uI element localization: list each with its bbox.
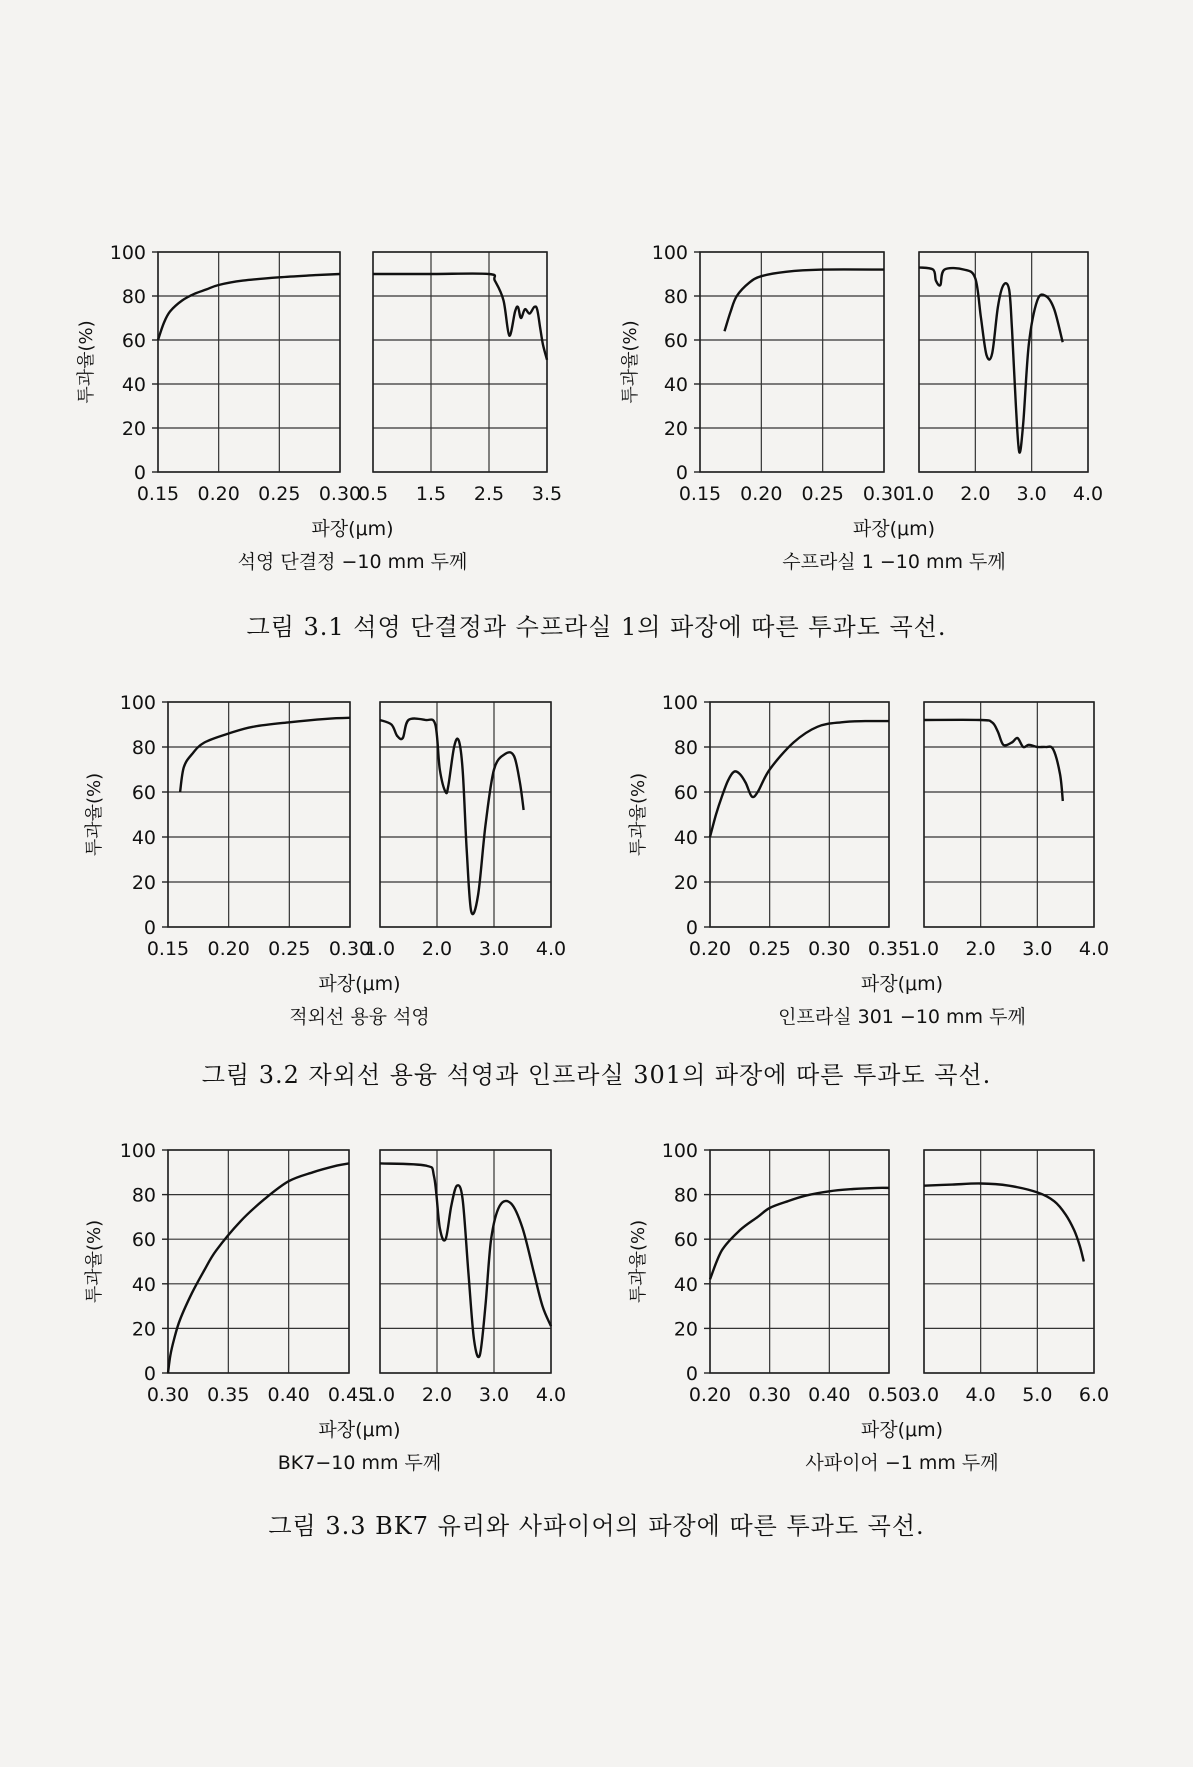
panel-frame xyxy=(158,252,340,472)
panel-frame xyxy=(168,702,350,927)
x-axis-label: 파장(μm) xyxy=(318,973,401,995)
x-tick-label: 0.30 xyxy=(862,483,906,505)
x-tick-label: 0.20 xyxy=(688,1384,732,1406)
x-tick-label: 0.25 xyxy=(258,483,301,505)
y-tick-label: 40 xyxy=(663,374,688,396)
panel-1 xyxy=(147,1150,370,1406)
x-tick-label: 0.20 xyxy=(197,483,240,505)
x-tick-label: 0.25 xyxy=(748,938,791,960)
x-tick-label: 2.0 xyxy=(965,938,996,960)
x-tick-label: 0.50 xyxy=(867,1384,911,1406)
y-tick-label: 20 xyxy=(131,872,156,894)
y-tick-label: 80 xyxy=(131,1184,156,1207)
x-tick-label: 0.5 xyxy=(357,483,389,505)
x-tick-label: 0.40 xyxy=(808,1384,851,1406)
y-tick-label: 40 xyxy=(673,1273,698,1296)
x-tick-label: 0.35 xyxy=(867,938,911,960)
panel-frame xyxy=(700,252,884,472)
x-tick-label: 0.25 xyxy=(801,483,844,505)
y-tick-label: 0 xyxy=(133,462,146,484)
y-tick-label: 40 xyxy=(131,1273,156,1296)
x-tick-label: 1.0 xyxy=(908,938,940,960)
x-tick-label: 3.0 xyxy=(478,1384,510,1406)
y-tick-label: 100 xyxy=(119,1140,156,1162)
x-tick-label: 4.0 xyxy=(535,938,567,960)
y-tick-label: 0 xyxy=(685,1363,698,1385)
y-axis-label: 투과율(%) xyxy=(84,772,105,857)
y-tick-label: 20 xyxy=(131,1318,156,1341)
panel-2 xyxy=(909,1150,1109,1406)
chart-6 xyxy=(628,1140,1109,1474)
y-tick-label: 80 xyxy=(131,737,156,759)
x-axis-label: 파장(μm) xyxy=(860,973,944,995)
y-tick-label: 40 xyxy=(673,827,698,849)
x-tick-label: 3.0 xyxy=(1016,483,1047,505)
x-tick-label: 0.40 xyxy=(267,1384,310,1406)
y-tick-label: 80 xyxy=(673,737,698,759)
y-tick-label: 100 xyxy=(661,692,698,714)
transmittance-curve xyxy=(373,274,547,360)
panel-2 xyxy=(909,702,1109,960)
chart-3 xyxy=(84,692,566,1028)
y-axis-label: 투과율(%) xyxy=(628,1219,649,1304)
x-axis-label: 파장(μm) xyxy=(318,1419,401,1441)
y-tick-label: 40 xyxy=(121,374,146,396)
panel-1 xyxy=(689,702,910,960)
caption-figure-3-3: 그림 3.3 BK7 유리와 사파이어의 파장에 따른 투과도 곡선. xyxy=(268,1512,925,1540)
x-axis-label: 파장(μm) xyxy=(852,518,936,540)
y-tick-label: 60 xyxy=(673,1229,698,1252)
panel-1 xyxy=(147,702,371,960)
y-tick-label: 60 xyxy=(121,330,146,352)
x-tick-label: 1.0 xyxy=(364,1384,396,1406)
x-tick-label: 4.0 xyxy=(535,1384,567,1406)
x-tick-label: 3.0 xyxy=(908,1384,940,1406)
chart-title: 수프라실 1 −10 mm 두께 xyxy=(782,551,1006,573)
y-tick-label: 60 xyxy=(673,782,698,804)
panel-frame xyxy=(168,1150,349,1373)
transmittance-curve xyxy=(180,718,350,792)
x-tick-label: 3.0 xyxy=(478,938,510,960)
transmittance-curve xyxy=(158,274,340,340)
x-tick-label: 0.20 xyxy=(688,938,732,960)
panel-frame xyxy=(924,702,1094,927)
caption-figure-3-1: 그림 3.1 석영 단결정과 수프라실 1의 파장에 따른 투과도 곡선. xyxy=(246,613,947,641)
x-axis-label: 파장(μm) xyxy=(860,1419,944,1441)
x-tick-label: 0.30 xyxy=(318,483,362,505)
y-tick-label: 60 xyxy=(131,1229,156,1252)
x-tick-label: 0.45 xyxy=(327,1384,371,1406)
panel-frame xyxy=(710,1150,889,1373)
y-tick-label: 80 xyxy=(673,1184,698,1207)
x-tick-label: 6.0 xyxy=(1078,1384,1110,1406)
y-tick-label: 20 xyxy=(663,418,688,440)
panel-1 xyxy=(689,1150,910,1406)
chart-title: 사파이어 −1 mm 두께 xyxy=(805,1452,999,1474)
chart-title: 인프라실 301 −10 mm 두께 xyxy=(778,1006,1026,1028)
panel-frame xyxy=(710,702,889,927)
x-tick-label: 0.30 xyxy=(328,938,372,960)
x-tick-label: 0.15 xyxy=(678,483,722,505)
panel-2 xyxy=(358,252,562,505)
panel-frame xyxy=(380,1150,551,1373)
chart-2 xyxy=(620,242,1103,573)
y-axis-label: 투과율(%) xyxy=(76,320,97,404)
y-tick-label: 60 xyxy=(663,330,688,352)
chart-title: BK7−10 mm 두께 xyxy=(277,1452,442,1474)
y-tick-label: 80 xyxy=(663,286,688,308)
transmittance-curve xyxy=(380,718,524,914)
x-tick-label: 0.30 xyxy=(748,1384,791,1406)
panel-1 xyxy=(679,252,905,505)
x-tick-label: 0.20 xyxy=(740,483,783,505)
x-tick-label: 0.15 xyxy=(146,938,190,960)
transmittance-curve xyxy=(924,720,1063,801)
y-axis-label: 투과율(%) xyxy=(620,320,641,404)
x-tick-label: 2.0 xyxy=(421,938,453,960)
transmittance-curve xyxy=(710,721,889,837)
x-tick-label: 0.30 xyxy=(808,938,851,960)
chart-1 xyxy=(76,242,562,573)
y-tick-label: 0 xyxy=(143,1363,156,1385)
x-tick-label: 0.30 xyxy=(146,1384,190,1406)
panel-2 xyxy=(904,252,1103,505)
caption-figure-3-2: 그림 3.2 자외선 용융 석영과 인프라실 301의 파장에 따른 투과도 곡선. xyxy=(201,1061,992,1089)
transmittance-curve xyxy=(725,269,885,331)
x-tick-label: 1.5 xyxy=(415,483,447,505)
panel-frame xyxy=(373,252,547,472)
chart-5 xyxy=(84,1140,566,1474)
chart-4 xyxy=(628,692,1109,1028)
x-tick-label: 2.0 xyxy=(960,483,991,505)
x-tick-label: 0.15 xyxy=(136,483,180,505)
y-tick-label: 100 xyxy=(119,692,156,714)
x-tick-label: 4.0 xyxy=(965,1384,996,1406)
y-tick-label: 20 xyxy=(673,1318,698,1341)
x-tick-label: 4.0 xyxy=(1078,938,1110,960)
y-tick-label: 100 xyxy=(661,1140,698,1162)
x-tick-label: 0.25 xyxy=(268,938,311,960)
y-tick-label: 20 xyxy=(121,418,146,440)
x-tick-label: 1.0 xyxy=(364,938,396,960)
y-tick-label: 40 xyxy=(131,827,156,849)
x-tick-label: 1.0 xyxy=(903,483,935,505)
panel-2 xyxy=(365,1150,566,1406)
y-tick-label: 100 xyxy=(109,242,146,264)
x-tick-label: 5.0 xyxy=(1022,1384,1053,1406)
panel-frame xyxy=(924,1150,1094,1373)
chart-title: 석영 단결정 −10 mm 두께 xyxy=(237,551,468,573)
x-axis-label: 파장(μm) xyxy=(311,518,394,540)
x-tick-label: 4.0 xyxy=(1072,483,1104,505)
y-axis-label: 투과율(%) xyxy=(628,772,649,857)
transmittance-curve xyxy=(919,267,1063,452)
y-tick-label: 0 xyxy=(143,917,156,939)
transmittance-curve xyxy=(710,1188,889,1279)
panel-2 xyxy=(365,702,566,960)
x-tick-label: 3.5 xyxy=(531,483,563,505)
y-tick-label: 0 xyxy=(675,462,688,484)
y-axis-label: 투과율(%) xyxy=(84,1219,105,1304)
y-tick-label: 20 xyxy=(673,872,698,894)
y-tick-label: 0 xyxy=(685,917,698,939)
x-tick-label: 3.0 xyxy=(1022,938,1053,960)
chart-title: 적외선 용융 석영 xyxy=(289,1006,430,1028)
x-tick-label: 0.35 xyxy=(207,1384,250,1406)
x-tick-label: 2.0 xyxy=(421,1384,453,1406)
x-tick-label: 2.5 xyxy=(473,483,505,505)
y-tick-label: 100 xyxy=(651,242,688,264)
y-tick-label: 80 xyxy=(121,286,146,308)
panel-1 xyxy=(137,252,361,505)
y-tick-label: 60 xyxy=(131,782,156,804)
x-tick-label: 0.20 xyxy=(207,938,250,960)
